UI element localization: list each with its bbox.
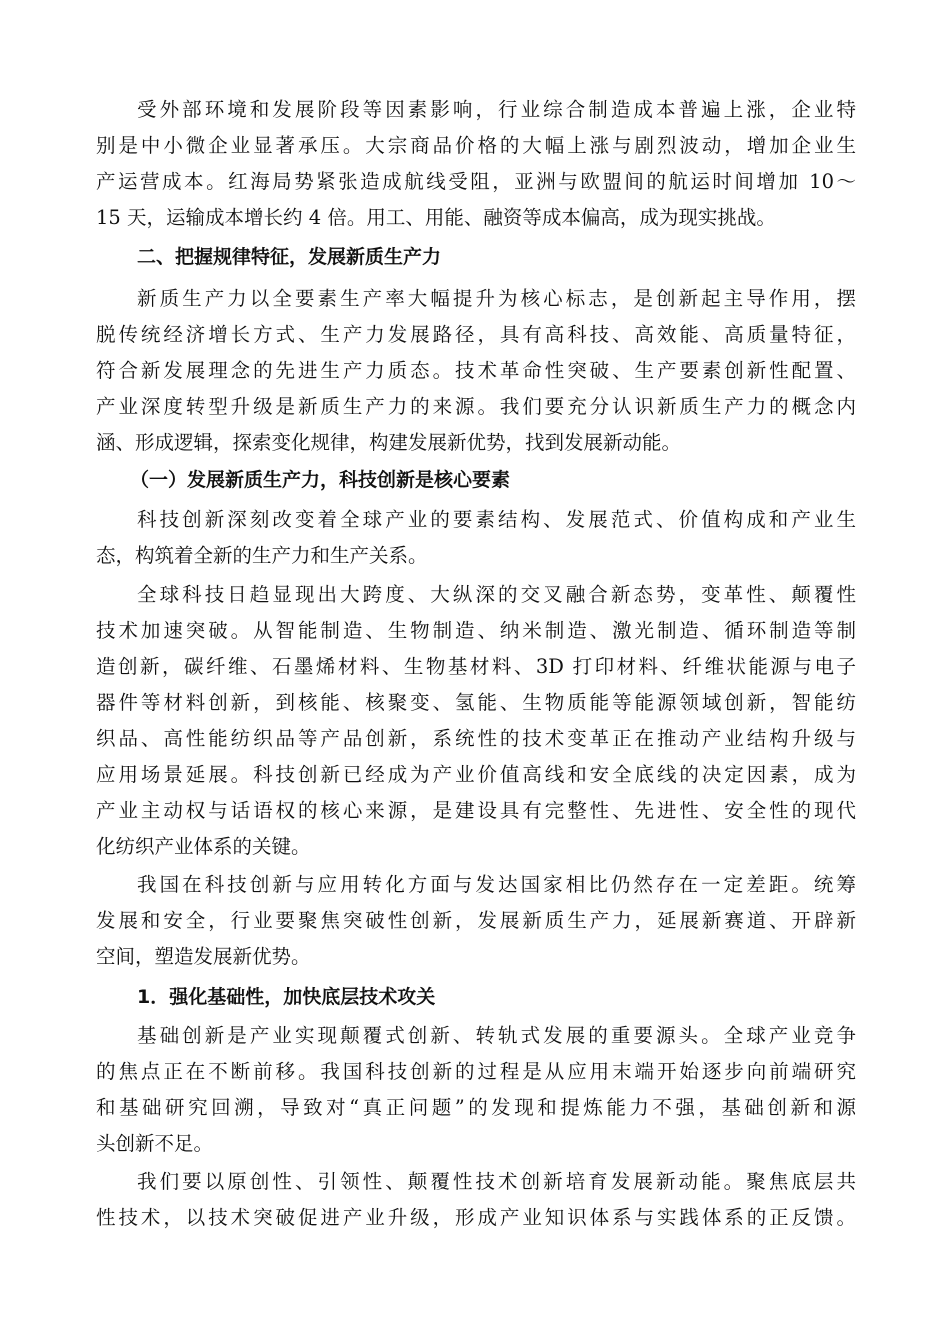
paragraph-line: 科技创新深刻改变着全球产业的要素结构、发展范式、价值构成和产业生 [137,508,856,531]
paragraph-line: 态，构筑着全新的生产力和生产关系。 [96,544,428,567]
section-heading: 二、把握规律特征，发展新质生产力 [137,246,442,268]
paragraph-line: 空间，塑造发展新优势。 [96,945,311,968]
paragraph-line: 织品、高性能纺织品等产品创新，系统性的技术变革正在推动产业结构升级与 [96,727,856,750]
paragraph-line: 应用场景延展。科技创新已经成为产业价值高线和安全底线的决定因素，成为 [96,763,856,786]
paragraph-line: 全球科技日趋显现出大跨度、大纵深的交叉融合新态势，变革性、颠覆性 [137,583,856,606]
paragraph-line: 基础创新是产业实现颠覆式创新、转轨式发展的重要源头。全球产业竞争 [137,1024,856,1047]
paragraph-line: 别是中小微企业显著承压。大宗商品价格的大幅上涨与剧烈波动，增加企业生 [96,134,856,157]
paragraph-line: 和基础研究回溯，导致对“真正问题”的发现和提炼能力不强，基础创新和源 [96,1096,856,1119]
paragraph-line: 我国在科技创新与应用转化方面与发达国家相比仍然存在一定差距。统筹 [137,873,856,896]
paragraph-line: 脱传统经济增长方式、生产力发展路径，具有高科技、高效能、高质量特征， [96,323,856,346]
paragraph-line: 性技术，以技术突破促进产业升级，形成产业知识体系与实践体系的正反馈。 [96,1206,856,1229]
paragraph-line: 化纺织产业体系的关键。 [96,835,311,858]
paragraph-line: 15 天，运输成本增长约 4 倍。用工、用能、融资等成本偏高，成为现实挑战。 [96,206,776,229]
paragraph-line: 发展和安全，行业要聚焦突破性创新，发展新质生产力，延展新赛道、开辟新 [96,909,856,932]
paragraph-line: 涵、形成逻辑，探索变化规律，构建发展新优势，找到发展新动能。 [96,431,682,454]
subsection-heading: 1．强化基础性，加快底层技术攻关 [137,986,436,1008]
paragraph-line: 符合新发展理念的先进生产力质态。技术革命性突破、生产要素创新性配置、 [96,359,856,382]
paragraph-line: 产业主动权与话语权的核心来源，是建设具有完整性、先进性、安全性的现代 [96,799,856,822]
paragraph-line: 器件等材料创新，到核能、核聚变、氢能、生物质能等能源领域创新，智能纺 [96,691,856,714]
subsection-heading: （一）发展新质生产力，科技创新是核心要素 [130,469,511,491]
paragraph-line: 造创新，碳纤维、石墨烯材料、生物基材料、3D 打印材料、纤维状能源与电子 [96,655,856,678]
paragraph-line: 产业深度转型升级是新质生产力的来源。我们要充分认识新质生产力的概念内 [96,395,856,418]
paragraph-line: 我们要以原创性、引领性、颠覆性技术创新培育发展新动能。聚焦底层共 [137,1170,856,1193]
paragraph-line: 受外部环境和发展阶段等因素影响，行业综合制造成本普遍上涨，企业特 [137,98,856,121]
paragraph-line: 的焦点正在不断前移。我国科技创新的过程是从应用末端开始逐步向前端研究 [96,1060,856,1083]
paragraph-line: 技术加速突破。从智能制造、生物制造、纳米制造、激光制造、循环制造等制 [96,619,856,642]
paragraph-line: 头创新不足。 [96,1132,214,1155]
paragraph-line: 新质生产力以全要素生产率大幅提升为核心标志，是创新起主导作用，摆 [137,287,856,310]
paragraph-line: 产运营成本。红海局势紧张造成航线受阻，亚洲与欧盟间的航运时间增加 10～ [96,170,856,193]
